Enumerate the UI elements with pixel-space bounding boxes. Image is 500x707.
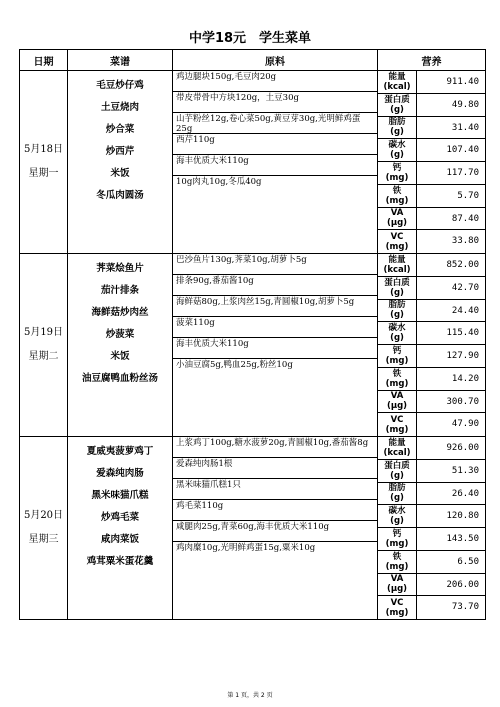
dish-name: 海鲜菇炒肉丝 <box>91 307 149 318</box>
nutrient-value: 852.00 <box>446 260 479 270</box>
ingredient-text: 小油豆腐5g,鸭血25g,粉丝10g <box>176 360 293 370</box>
nutrient-unit: (g) <box>390 470 404 481</box>
nutrient-value: 107.40 <box>446 145 479 156</box>
nutrient-row <box>378 391 485 414</box>
nutrient-label <box>378 505 417 527</box>
nutrient-row <box>378 596 485 619</box>
nutrient-row <box>378 71 485 94</box>
ingredient-text: 海丰优质大米110g <box>173 338 377 359</box>
nutrient-row <box>378 437 485 460</box>
nutrient-row <box>378 505 485 528</box>
ingredients-cell <box>173 71 378 254</box>
nutrient-label <box>378 208 417 230</box>
nutrient-value: 24.40 <box>451 305 479 316</box>
dish-name: 毛豆炒仔鸡 <box>96 80 144 91</box>
nutrient-row <box>378 460 485 483</box>
day-spacer <box>20 158 67 166</box>
dish-name: 炒合菜 <box>105 124 135 135</box>
dish-name: 炒鸡毛菜 <box>100 512 139 523</box>
nutrient-name: VC <box>390 414 404 425</box>
nutrient-name: 钙 <box>392 528 402 539</box>
dishes-cell <box>68 71 173 254</box>
ingredient-text: 鸡毛菜110g <box>173 500 377 521</box>
menu-table <box>19 49 486 620</box>
dish-name: 茄汁排条 <box>100 285 139 296</box>
nutrient-value: 6.50 <box>457 556 479 567</box>
nutrient-row <box>378 208 485 231</box>
nutrient-name: 能量 <box>388 71 406 82</box>
day-row <box>20 254 486 437</box>
nutrient-name: VA <box>390 391 404 402</box>
dishes-cell <box>68 254 173 437</box>
nutrient-value: 300.70 <box>446 396 479 407</box>
nutrient-label <box>378 162 417 184</box>
nutrient-name: 铁 <box>392 551 402 562</box>
ingredient-text: 排条90g,番茄酱10g <box>173 275 377 296</box>
nutrient-unit: (kcal) <box>383 81 411 92</box>
day-row <box>20 437 486 620</box>
nutrient-row <box>378 483 485 506</box>
nutrient-label <box>378 391 417 413</box>
ingredient-text: 巴沙鱼片130g,荠菜10g,胡萝卜5g <box>173 254 377 275</box>
day-date: 5月20日 <box>23 510 64 521</box>
nutrient-name: 钙 <box>392 345 402 356</box>
dish-name: 炒西芹 <box>105 146 135 157</box>
ingredients-cell <box>173 254 378 437</box>
nutrient-unit: (g) <box>390 150 404 161</box>
nutrient-value: 127.90 <box>446 351 479 361</box>
page-title: 中学18元 学生菜单 <box>188 31 312 46</box>
ingredient-text: 海鲜菇80g,上浆肉丝15g,青圆椒10g,胡萝卜5g <box>173 296 377 317</box>
nutrient-name: 脂肪 <box>388 483 406 494</box>
day-spacer <box>20 341 67 349</box>
nutrition-cell <box>378 254 486 437</box>
day-weekday: 星期二 <box>28 351 59 362</box>
header-row <box>20 50 486 71</box>
nutrient-unit: (mg) <box>385 172 409 183</box>
nutrient-label <box>378 345 417 367</box>
nutrient-value: 117.70 <box>446 168 479 178</box>
header-nutrition: 营养 <box>378 50 486 71</box>
nutrient-label <box>378 596 417 619</box>
nutrient-label <box>378 322 417 344</box>
nutrient-label <box>378 117 417 139</box>
nutrient-value: 73.70 <box>451 602 479 613</box>
nutrient-value: 143.50 <box>446 534 479 544</box>
nutrient-name: VA <box>390 574 404 585</box>
dish-name: 荠菜烩鱼片 <box>96 263 144 274</box>
nutrient-label <box>378 277 417 299</box>
day-cell <box>20 254 68 437</box>
nutrient-row <box>378 322 485 345</box>
nutrient-name: VA <box>390 208 404 219</box>
nutrient-unit: (kcal) <box>383 264 411 275</box>
header-dish: 菜谱 <box>68 50 173 71</box>
day-cell <box>20 437 68 620</box>
nutrient-label <box>378 483 417 505</box>
nutrient-name: VC <box>390 597 404 608</box>
ingredients-cell <box>173 437 378 620</box>
dish-name: 爱森纯肉肠 <box>96 468 144 479</box>
dish-name: 冬瓜肉圆汤 <box>96 190 144 201</box>
ingredient-text: 鸡肉糜10g,光明鲜鸡蛋15g,粟米10g <box>176 543 316 553</box>
nutrient-label <box>378 254 417 276</box>
nutrient-row <box>378 277 485 300</box>
day-date: 5月18日 <box>23 144 64 155</box>
day-row <box>20 71 486 254</box>
ingredient-text: 带皮带骨中方块120g，土豆30g <box>173 92 377 113</box>
nutrient-value: 51.30 <box>451 465 479 476</box>
dishes-cell <box>68 437 173 620</box>
nutrient-label <box>378 368 417 390</box>
nutrient-name: 蛋白质 <box>384 460 410 471</box>
ingredient-text: 鸡边腿块150g,毛豆肉20g <box>173 71 377 92</box>
nutrient-name: VC <box>390 231 404 242</box>
nutrient-name: 铁 <box>392 185 402 196</box>
nutrient-name: 脂肪 <box>388 300 406 311</box>
nutrient-row <box>378 94 485 117</box>
nutrient-name: 钙 <box>392 162 402 173</box>
nutrient-value: 911.40 <box>446 77 479 87</box>
nutrient-unit: (g) <box>390 127 404 138</box>
ingredient-text: 咸腿肉25g,青菜60g,海丰优质大米110g <box>173 521 377 542</box>
header-date: 日期 <box>20 50 68 71</box>
nutrient-value: 206.00 <box>446 579 479 590</box>
dish-name: 米饭 <box>110 351 130 362</box>
ingredient-text: 海丰优质大米110g <box>173 155 377 176</box>
nutrient-value: 120.80 <box>446 511 479 522</box>
header-ingredients: 原料 <box>173 50 378 71</box>
nutrient-label <box>378 460 417 482</box>
nutrient-unit: (g) <box>390 287 404 298</box>
nutrient-value: 49.80 <box>451 99 479 110</box>
nutrient-row <box>378 185 485 208</box>
nutrient-value: 87.40 <box>451 213 479 224</box>
dish-name: 米饭 <box>110 168 130 179</box>
nutrient-label <box>378 94 417 116</box>
nutrient-name: 能量 <box>388 254 406 265</box>
nutrient-row <box>378 528 485 551</box>
dish-name: 鸡茸粟米蛋花羹 <box>86 556 154 567</box>
nutrient-name: 铁 <box>392 368 402 379</box>
nutrient-label <box>378 574 417 596</box>
nutrient-value: 26.40 <box>451 488 479 499</box>
ingredient-text: 10g肉丸10g,冬瓜40g <box>176 177 262 187</box>
nutrient-value: 42.70 <box>451 282 479 293</box>
dish-name: 夏威夷菠萝鸡丁 <box>86 446 154 457</box>
ingredient-text: 山芋粉丝12g,卷心菜50g,黄豆芽30g,光明鲜鸡蛋25g <box>173 113 377 134</box>
ingredient-text: 西芹110g <box>173 134 377 155</box>
nutrient-name: 碳水 <box>388 140 406 151</box>
nutrient-unit: (mg) <box>385 195 409 206</box>
nutrient-unit: (g) <box>390 493 404 504</box>
day-date: 5月19日 <box>23 327 64 338</box>
ingredient-text: 菠菜110g <box>173 317 377 338</box>
dish-name: 咸肉菜饭 <box>100 534 139 545</box>
nutrient-unit: (g) <box>390 516 404 527</box>
nutrient-unit: (g) <box>390 310 404 321</box>
nutrient-row <box>378 574 485 597</box>
nutrient-value: 926.00 <box>446 443 479 453</box>
nutrient-unit: (mg) <box>385 424 409 435</box>
nutrient-name: 脂肪 <box>388 117 406 128</box>
nutrient-row <box>378 300 485 323</box>
nutrient-row <box>378 551 485 574</box>
nutrient-unit: (g) <box>390 104 404 115</box>
nutrient-label <box>378 551 417 573</box>
ingredient-text: 黑米味猫爪糕1只 <box>173 479 377 500</box>
nutrient-unit: (mg) <box>385 607 409 618</box>
nutrient-row <box>378 254 485 277</box>
nutrient-label <box>378 71 417 93</box>
day-cell <box>20 71 68 254</box>
nutrient-unit: (mg) <box>385 538 409 549</box>
nutrient-name: 碳水 <box>388 506 406 517</box>
nutrient-row <box>378 117 485 140</box>
nutrient-value: 115.40 <box>446 328 479 339</box>
day-weekday: 星期三 <box>28 534 59 545</box>
dish-name: 土豆烧肉 <box>100 102 139 113</box>
nutrient-label <box>378 413 417 436</box>
nutrient-row <box>378 230 485 253</box>
nutrient-label <box>378 185 417 207</box>
nutrient-unit: (g) <box>390 333 404 344</box>
nutrient-unit: (kcal) <box>383 447 411 458</box>
nutrient-value: 47.90 <box>451 419 479 430</box>
nutrient-unit: (mg) <box>385 561 409 572</box>
nutrient-name: 碳水 <box>388 323 406 334</box>
nutrient-value: 14.20 <box>451 373 479 384</box>
nutrient-row <box>378 413 485 436</box>
nutrient-value: 5.70 <box>457 190 479 201</box>
nutrient-row <box>378 162 485 185</box>
nutrient-label <box>378 230 417 253</box>
ingredient-text: 上浆鸡丁100g,糖水菠萝20g,青圆椒10g,番茄酱8g <box>173 437 377 458</box>
nutrient-name: 蛋白质 <box>384 277 410 288</box>
dish-name: 黑米味猫爪糕 <box>91 490 149 501</box>
page-footer: 第 1 页，共 2 页 <box>227 692 273 699</box>
nutrient-unit: (μg) <box>386 584 408 595</box>
nutrient-label <box>378 437 417 459</box>
ingredient-text: 爱森纯肉肠1根 <box>173 458 377 479</box>
dish-name: 油豆腐鸭血粉丝汤 <box>81 373 158 384</box>
nutrient-value: 33.80 <box>451 236 479 247</box>
nutrient-unit: (μg) <box>386 218 408 229</box>
nutrient-name: 蛋白质 <box>384 94 410 105</box>
nutrient-unit: (mg) <box>385 355 409 366</box>
nutrition-cell <box>378 71 486 254</box>
nutrient-unit: (mg) <box>385 378 409 389</box>
day-spacer <box>20 524 67 532</box>
nutrient-label <box>378 528 417 550</box>
nutrient-unit: (mg) <box>385 241 409 252</box>
nutrient-value: 31.40 <box>451 122 479 133</box>
nutrient-name: 能量 <box>388 437 406 448</box>
nutrition-cell <box>378 437 486 620</box>
dish-name: 炒菠菜 <box>105 329 135 340</box>
day-weekday: 星期一 <box>28 168 59 179</box>
nutrient-unit: (μg) <box>386 401 408 412</box>
nutrient-row <box>378 368 485 391</box>
nutrient-label <box>378 139 417 161</box>
nutrient-row <box>378 139 485 162</box>
nutrient-row <box>378 345 485 368</box>
nutrient-label <box>378 300 417 322</box>
